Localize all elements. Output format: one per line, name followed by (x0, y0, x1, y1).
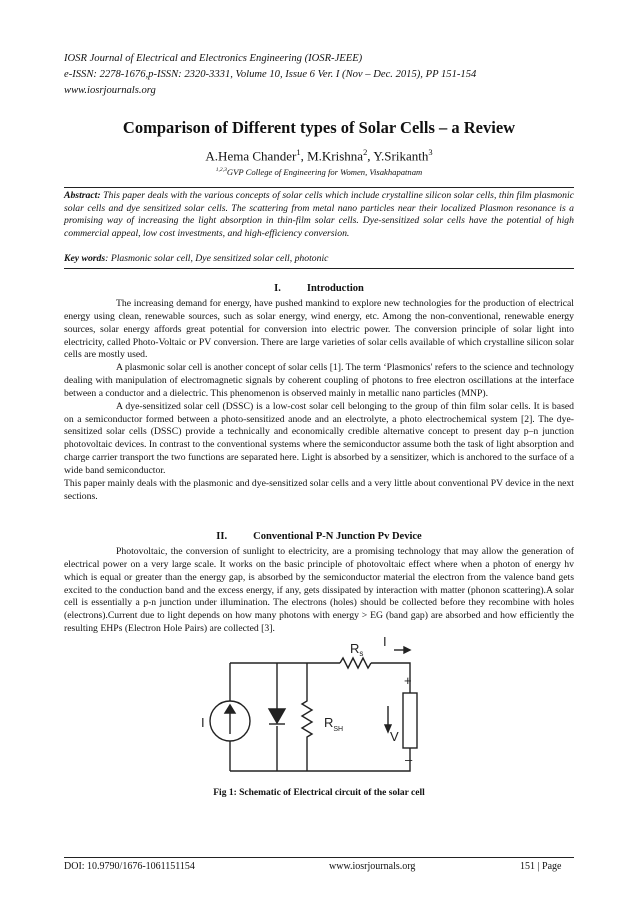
section-1-heading (64, 283, 574, 294)
section-1-paragraph-3: A dye-sensitized solar cell (DSSC) is a low-cost solar cell belonging to the group of thin film solar cells. It is based on a semiconductor formed between a photo-sensitized anode and an electrolyte, a photo electrochemical system [2]. The dye-sensitized solar cells (DSSC) provide a technically and economically credible alternative concept to present day p–n junction photovoltaic devices. In contrast to the conventional systems where the semiconductor assume both the task of light absorption and charge carrier transport the two functions are separated here. Light is absorbed by a sensitizer, which is anchored to the surface of a wide band semiconductor. (64, 400, 574, 476)
section-2-title: Conventional P-N Junction Pv Device (253, 531, 422, 542)
journal-name: IOSR Journal of Electrical and Electronics Engineering (IOSR-JEEE) (64, 53, 363, 64)
abstract-text: This paper deals with the various concepts of solar cells which include crystalline silicon solar cells, thin film plasmonic solar cells and dye sensitized solar cells. The scattering from metal nano particles near their localized Plasmon resonance is a promising way of increasing the light absorption in thin-film solar cells. Dye-sensitized solar cells have the potential of high commercial appeal, low cost investments, and high-efficiency conversion. (64, 190, 574, 239)
abstract (64, 190, 574, 240)
figure-label-rs-main: R (350, 641, 360, 656)
figure-label-i-source: I (201, 715, 205, 730)
affiliation-text: GVP College of Engineering for Women, Visakhapatnam (226, 167, 423, 177)
figure-label-i-out: I (383, 634, 387, 649)
journal-issn: e-ISSN: 2278-1676,p-ISSN: 2320-3331, Volume 10, Issue 6 Ver. I (Nov – Dec. 2015), PP 151-154 (64, 69, 477, 80)
keywords-label: Key words (64, 253, 106, 264)
figure-label-minus: – (405, 752, 413, 767)
section-1-number: I. (274, 283, 281, 294)
solar-cell-circuit-figure (201, 633, 435, 785)
author-3-sup: 3 (428, 147, 433, 157)
footer-site: www.iosrjournals.org (329, 861, 416, 872)
footer-rule (64, 857, 574, 858)
journal-header (64, 51, 584, 99)
author-3: , Y.Srikanth (367, 148, 429, 164)
section-2-heading (64, 531, 574, 542)
author-2: , M.Krishna (300, 148, 364, 164)
footer-page: 151 | Page (520, 861, 562, 872)
figure-caption: Fig 1: Schematic of Electrical circuit of the solar cell (213, 788, 425, 798)
figure-label-rsh-main: R (324, 715, 334, 730)
abstract-top-rule (64, 187, 574, 188)
abstract-label: Abstract: (64, 190, 101, 201)
section-1-paragraph-2: A plasmonic solar cell is another concept of solar cells [1]. The term ‘Plasmonics' refers to the science and technology dealing with manipulation of electromagnetic signals by coherent coupling of photons to free electron oscillations at the interface between a conductor and a dielectric. This phenomenon is observed mainly in metallic nano particles (MNP). (64, 362, 574, 399)
affiliation-sup: 1,2,3 (215, 167, 227, 174)
figure-label-rsh (324, 715, 343, 733)
figure-label-plus: + (404, 673, 412, 688)
section-1-paragraph-4: This paper mainly deals with the plasmonic and dye-sensitized solar cells and a very little about conventional PV device in the next sections. (64, 477, 574, 502)
keywords (64, 253, 574, 264)
abstract-bottom-rule (64, 268, 574, 269)
author-1: A.Hema Chander (205, 148, 297, 164)
figure-label-v: V (390, 729, 399, 744)
paper-title: Comparison of Different types of Solar Cells – a Review (122, 118, 516, 137)
footer-doi: DOI: 10.9790/1676-1061151154 (64, 861, 195, 872)
keywords-text: : Plasmonic solar cell, Dye sensitized solar cell, photonic (105, 253, 329, 264)
journal-website: www.iosrjournals.org (64, 85, 156, 96)
section-2-number: II. (216, 531, 228, 542)
section-1-title: Introduction (306, 283, 364, 294)
affiliation (40, 167, 598, 177)
figure-label-rs (350, 641, 363, 658)
section-1-paragraph-1: The increasing demand for energy, have pushed mankind to explore new technologies for the production of electrical energy using clean, renewable sources, such as solar energy, wind energy, etc. Among the non-conventional, renewable energy sources, solar energy affords great potential for conversion into electric power. The conversion principle of solar light into electricity, called Photo-Voltaic or PV conversion. There are large varieties of solar cells available of which crystalline silicon solar cells are mostly used. (64, 298, 574, 361)
author-1-sup: 1 (296, 147, 301, 157)
author-2-sup: 2 (363, 147, 368, 157)
figure-label-rs-sub: s (359, 649, 364, 658)
section-1-body (64, 298, 574, 504)
authors (40, 147, 598, 164)
section-2-body (64, 546, 574, 636)
section-2-paragraph-1: Photovoltaic, the conversion of sunlight to electricity, are a promising technology that may allow the generation of electrical power on a very large scale. It works on the basic principle of photovoltaic effect where when a photon of energy hv which is equal or greater than the energy gap, is absorbed by the semiconductor material the electron from the valence band gets excited to the conduction band and the excess energy, if any, gets dissipated by interaction with matter (phonon scattering).A solar cell is essentially a p-n junction under illumination. The electrons (holes) should be collected before they recombine with holes (electrons).Current due to light depends on how many photons with energy > EG (band gap) are absorbed and how efficiently the resulting EHPs (Electron Hole Pairs) are collected [3]. (64, 546, 574, 635)
figure-label-rsh-sub: SH (333, 726, 344, 733)
